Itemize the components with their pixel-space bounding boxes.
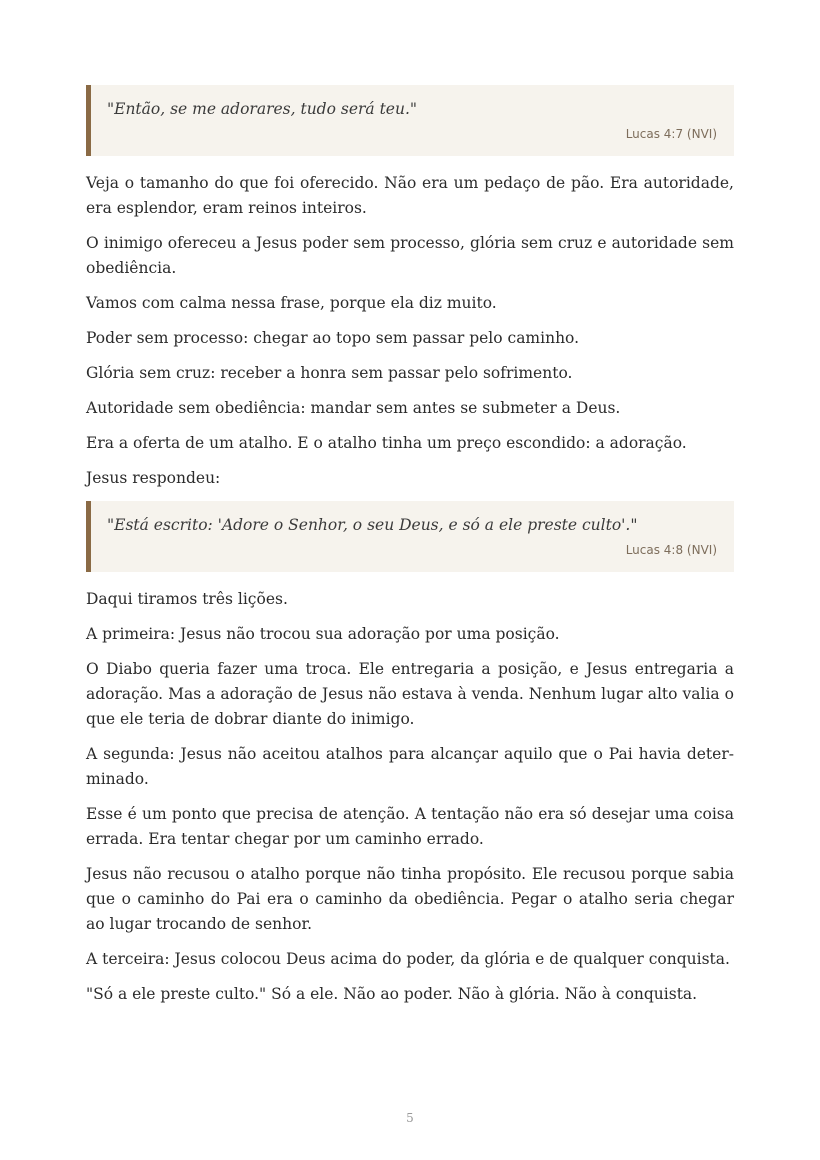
page-content xyxy=(86,85,734,1017)
paragraph: O inimigo ofereceu a Jesus poder sem processo, glória sem cruz e autoridade sem obediência. xyxy=(86,234,734,277)
quote-text: "Está escrito: 'Adore o Senhor, o seu Deus, e só a ele preste culto'." xyxy=(107,516,638,534)
paragraph: Vamos com calma nessa frase, porque ela diz muito. xyxy=(86,294,497,312)
paragraph: Jesus respondeu: xyxy=(86,469,221,487)
scripture-quote-2 xyxy=(86,501,734,572)
paragraph: O Diabo queria fazer uma troca. Ele entregaria a posição, e Jesus entregaria a adoração. Mas a adoração de Jesus não estava à venda. Nenhum lugar alto valia o que ele teria de dobrar diante do inimigo. xyxy=(86,660,734,728)
paragraph: Jesus não recusou o atalho porque não tinha propósito. Ele recusou porque sabia que o caminho do Pai era o caminho da obediência. Pegar o atalho seria chegar ao lugar trocando de senhor. xyxy=(86,865,734,933)
paragraph: A primeira: Jesus não trocou sua adoração por uma posição. xyxy=(86,625,560,643)
page-number: 5 xyxy=(406,1111,414,1125)
paragraph: Veja o tamanho do que foi oferecido. Não era um pedaço de pão. Era autoridade, era esplendor, eram reinos inteiros. xyxy=(86,174,734,217)
scripture-quote-1 xyxy=(86,85,734,156)
paragraph: A segunda: Jesus não aceitou atalhos para alcançar aquilo que o Pai havia determinado. xyxy=(86,745,734,788)
quote-reference: Lucas 4:8 (NVI) xyxy=(625,543,717,557)
paragraph: Glória sem cruz: receber a honra sem passar pelo sofrimento. xyxy=(86,364,573,382)
paragraph: Daqui tiramos três lições. xyxy=(86,590,288,608)
paragraph: Esse é um ponto que precisa de atenção. A tentação não era só desejar uma coisa errada. Era tentar chegar por um caminho errado. xyxy=(86,805,734,848)
paragraph: "Só a ele preste culto." Só a ele. Não ao poder. Não à glória. Não à conquista. xyxy=(86,985,698,1003)
paragraph: A terceira: Jesus colocou Deus acima do poder, da glória e de qualquer conquista. xyxy=(86,950,730,968)
quote-reference: Lucas 4:7 (NVI) xyxy=(625,127,717,141)
paragraph: Autoridade sem obediência: mandar sem antes se submeter a Deus. xyxy=(86,399,621,417)
paragraph: Poder sem processo: chegar ao topo sem passar pelo caminho. xyxy=(86,329,580,347)
quote-text: "Então, se me adorares, tudo será teu." xyxy=(107,100,418,118)
paragraph: Era a oferta de um atalho. E o atalho tinha um preço escondido: a adoração. xyxy=(86,434,687,452)
